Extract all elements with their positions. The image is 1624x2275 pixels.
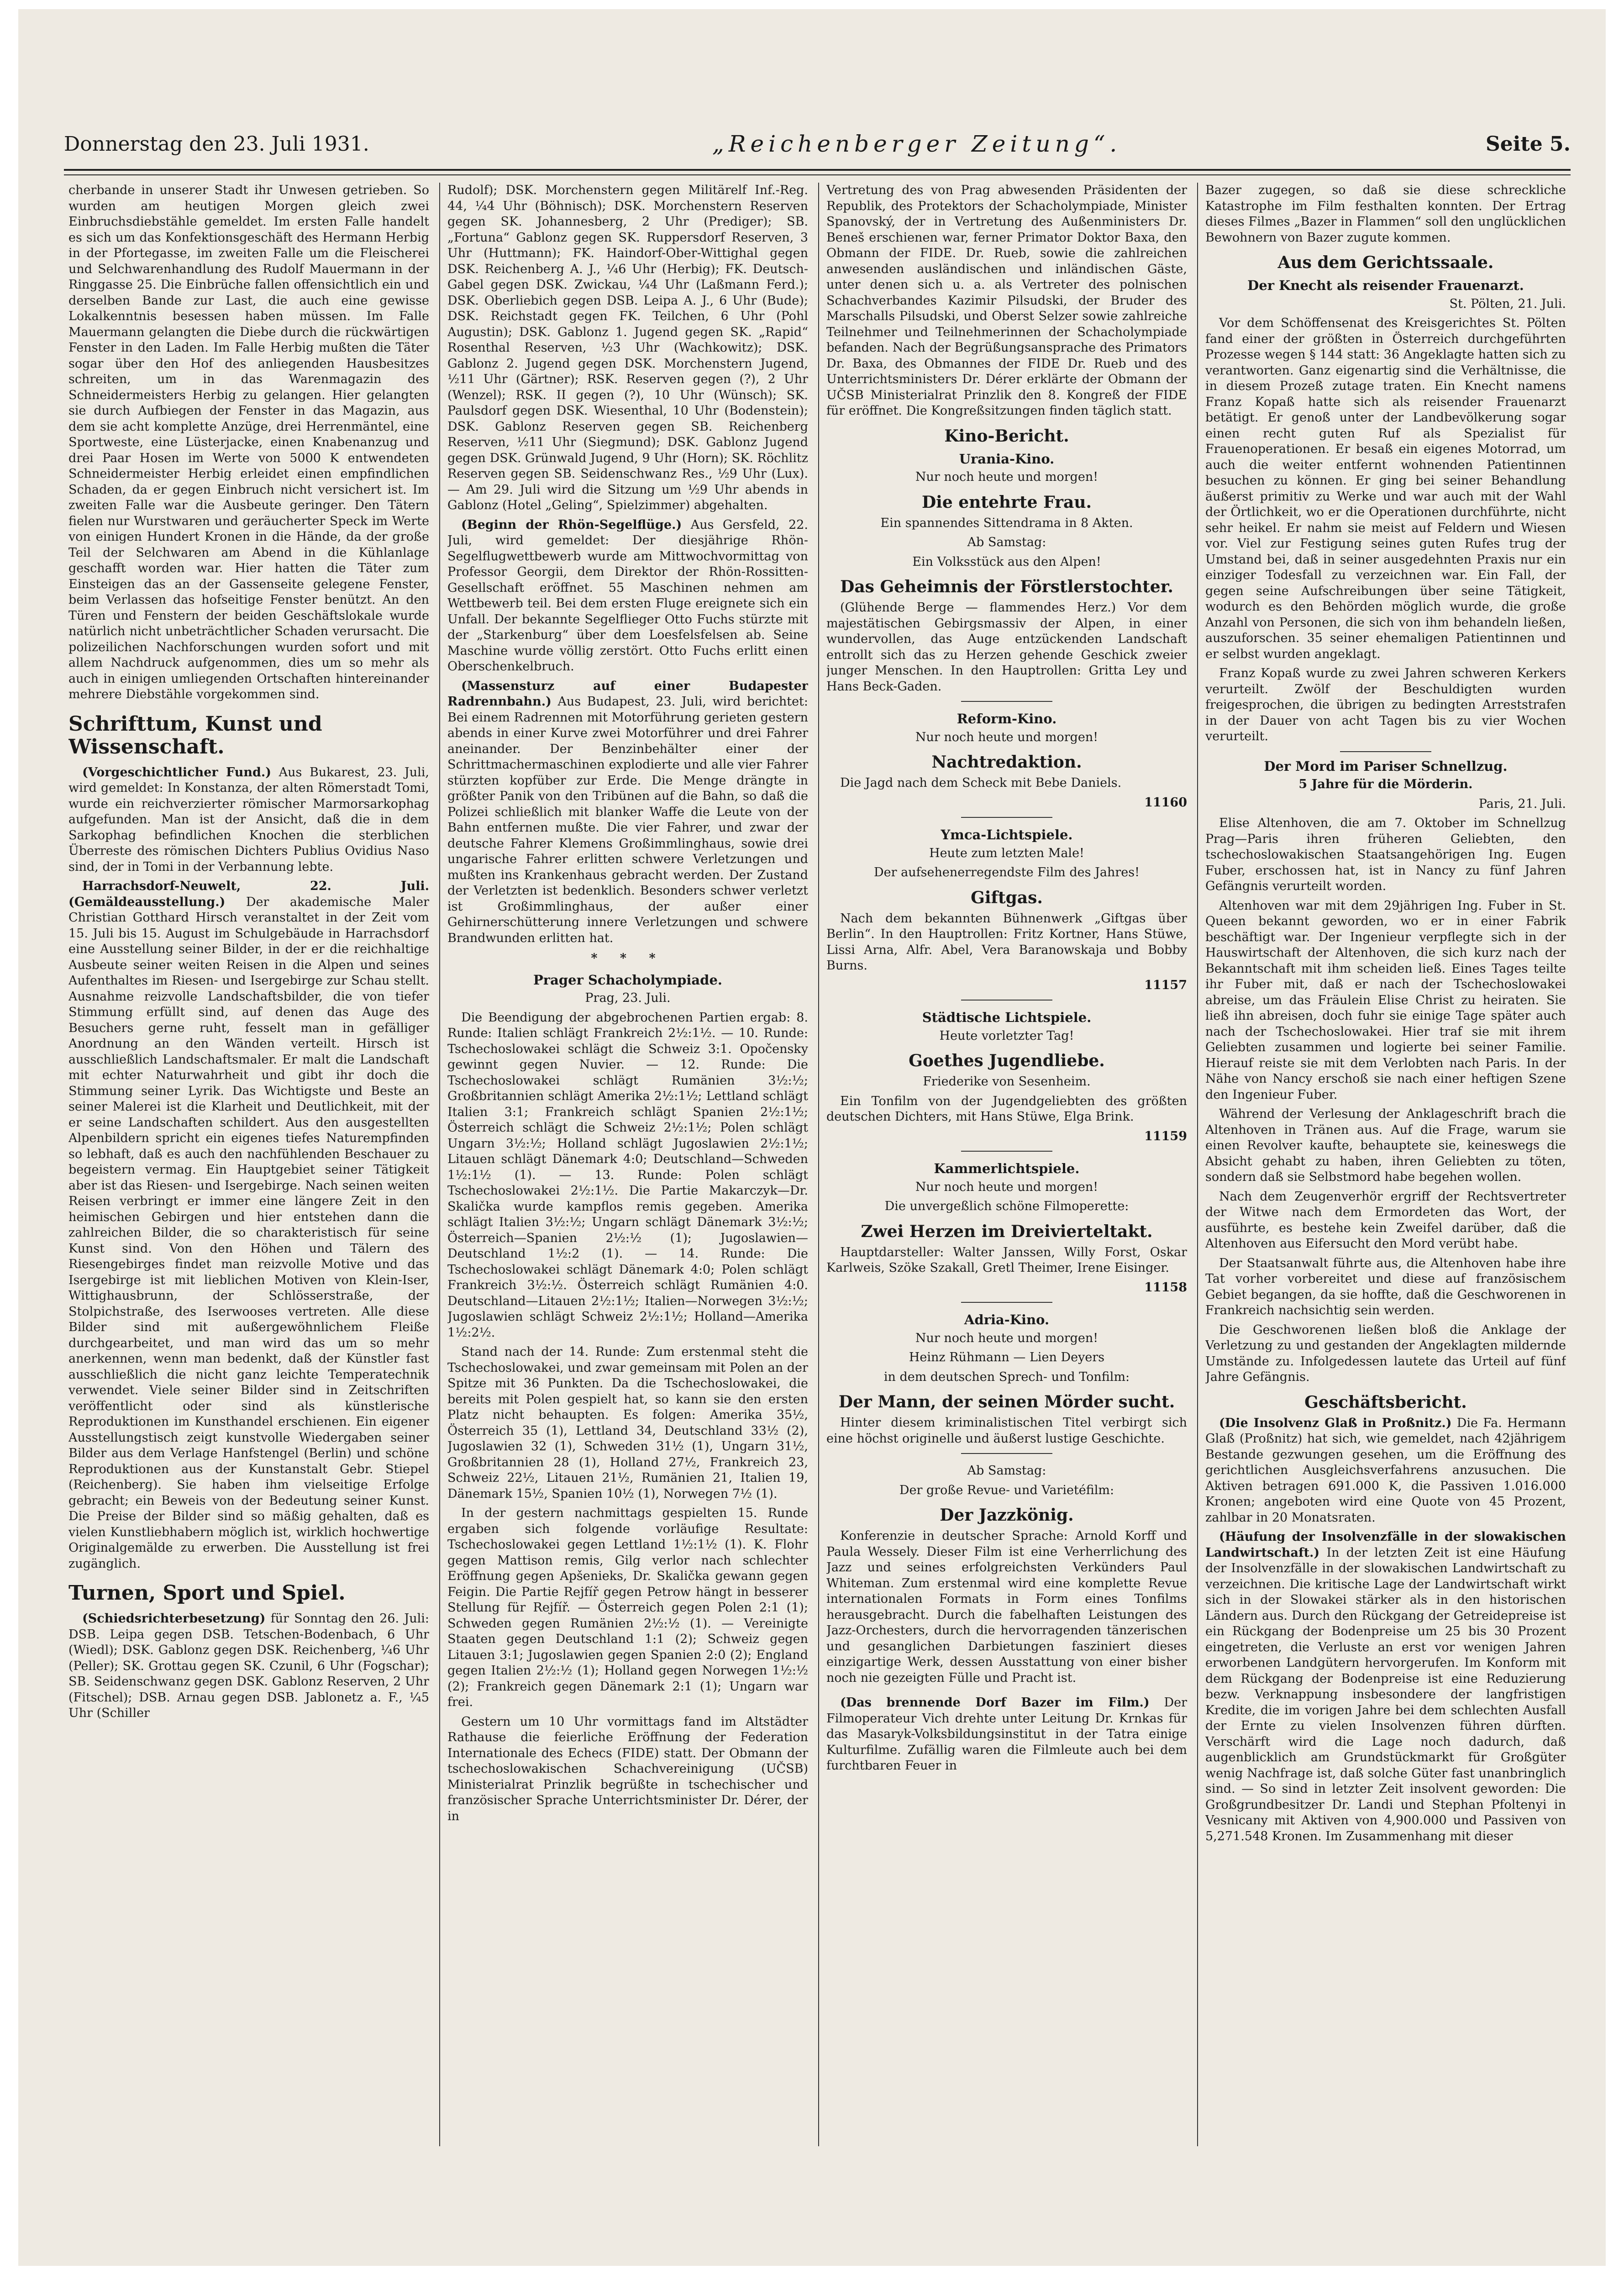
- separator: [961, 701, 1052, 702]
- article-exhibition: [68, 879, 429, 1572]
- chess-round-15: In der gestern nachmittags gespielten 15. Runde ergaben sich folgende vorläufige Resultate: Tschechoslowakei gegen Lettland 1½:1½ (1). K. Flohr gegen Mattison remis, Gilg verlor nach schlechter Eröffnung gegen Apšenieks, Dr. Skalička gewann gegen Feigin. Die Partie Rejfíř gegen Petrow hängt in besserer Stellung für Rejfíř. — Österreich gegen Polen 2:1 (1); Schweden gegen Rumänien 2½:½ (1). — Vereinigte Staaten gegen Deutschland 1:1 (2); Schweiz gegen Litauen 3:1; Jugoslawien gegen Spanien 2:0 (2); England gegen Italien 2½:½ (1); Holland gegen Norwegen 1½:½ (2); Frankreich gegen Dänemark 2:1 (1); Ungarn war frei.: [447, 1506, 808, 1709]
- article-body: Der akademische Maler Christian Gotthard Hirsch veranstaltet in der Zeit vom 15. Juli bis 15. August im Schulgebäude in Harrachsdorf eine Ausstellung seiner Bilder, in der er die reichhaltige Ausbeute seiner weiten Reisen in die Alpen und seines Aufenthaltes im Riesen- und Isergebirge zur Schau stellt. Ausnahme reizvolle Landschaftsbilder, die von tiefer Stimmung erfüllt sind, auf denen das Auge des Besuchers gerne ruht, fesselt man in gefälliger Anordnung an den Wänden verteilt. Hirsch ist ausschließlich Landschaftsmaler. Er malt die Landschaft mit echter Naturwahrheit und gibt ihr doch die Stimmung seiner Lyrik. Das Wichtigste und Beste an seiner Malerei ist die Klarheit und Deutlichkeit, mit der er seine Landschaften schildert. Aus den ausgestellten Alpenbildern spricht ein eigenes tiefes Naturempfinden so lebhaft, daß es auch den nachfühlenden Beschauer zu begeistern vermag. Ein Hauptgebiet seiner Tätigkeit aber ist das Riesen- und Isergebirge. Nach seinen weiten Reisen verbringt er immer eine längere Zeit in den heimischen Gebirgen und hier entstehen dann die zahlreichen Bilder, die so charakteristisch für seine Kunst sind. Von den Höhen und Tälern des Riesengebirges findet man reizvolle Motive und das Isergebirge ist mit lieblichen Motiven von Klein-Iser, Wittighausbrunn, der Schlösserstraße, der Stolpichstraße, des Iserwooses vertreten. Alle diese Bilder sind mit außergewöhnlichem Fleiße durchgearbeitet, und man wird das um so mehr anerkennen, wenn man bedenkt, daß der Künstler fast ausschließlich die nicht ganz leichte Temperatechnik verwendet. Viele seiner Bilder sind in Zeitschriften veröffentlicht oder sind als künstlerische Reproduktionen im Kunsthandel erschienen. Ein eigener Ausstellungstisch zeigt kunstvolle Wiedergaben seiner Bilder aus dem Verlage Hanfstengel (Berlin) und schöne Reproduktionen aus der Kunstanstalt Gebr. Stiepel (Reichenberg). Sie haben ihm vielseitige Erfolge gebracht; ein Beweis von der Bedeutung seiner Kunst. Die Preise der Bilder sind so mäßig gehalten, daß es vielen Kunstliebhabern möglich ist, wirklich hochwertige Originalgemälde zu erwerben. Die Ausstellung ist frei zugänglich.: [68, 895, 429, 1571]
- ad-line: Nur noch heute und morgen!: [915, 1180, 1098, 1194]
- cinema-name: Adria-Kino.: [964, 1312, 1050, 1327]
- page-number: Seite 5.: [1485, 132, 1571, 156]
- cinema-name: Ymca-Lichtspiele.: [941, 827, 1073, 843]
- article-body: Der Filmoperateur Vich drehte unter Leitung Dr. Krnkas für das Masaryk-Volksbildungsinstitut in der Tatra einige Kulturfilme. Zufällig waren die Filmleute auch bei dem furchtbaren Feuer in: [826, 1696, 1187, 1773]
- chess-results: Die Beendigung der abgebrochenen Partien ergab: 8. Runde: Italien schlägt Frankreich 2½:1½. — 10. Runde: Tschechoslowakei schlägt die Schweiz 3:1. Opočensky gewinnt gegen Nuvier. — 12. Runde: Die Tschechoslowakei schlägt Rumänien 3½:½; Großbritannien schlägt Amerika 2½:1½; Lettland schlägt Italien 3:1; Frankreich schlägt Spanien 2½:1½; Österreich schlägt die Schweiz 2½:1½; Polen schlägt Ungarn 3½:½; Holland schlägt Jugoslawien 2½:1½; Litauen schlägt Dänemark 4:0; Deutschland—Schweden 1½:1½ (1). — 13. Runde: Polen schlägt Tschechoslowakei 2½:1½. Die Partie Makarczyk—Dr. Skalička wurde kampflos remis gegeben. Amerika schlägt Italien 3½:½; Ungarn schlägt Dänemark 3½:½; Österreich—Spanien 2½:½ (1); Jugoslawien—Deutschland 1½:2 (1). — 14. Runde: Die Tschechoslowakei schlägt Dänemark 4:0; Polen schlägt Frankreich 3½:½. Österreich schlägt Rumänien 4:0. Deutschland—Litauen 2½:1½; Italien—Norwegen 3½:½; Jugoslawien schlägt Schweiz 2½:1½; Holland—Amerika 1½:2½.: [447, 1010, 808, 1340]
- article-body: Aus Gersfeld, 22. Juli, wird gemeldet: Der diesjährige Rhön-Segelflugwettbewerb wurde am Mittwochvormittag von Professor Georgii, dem Direktor der Rhön-Rossitten-Gesellschaft eröffnet. 55 Maschinen nehmen am Wettbewerb teil. Bei dem ersten Fluge ereignete sich ein Unfall. Der bekannte Segelflieger Otto Fuchs stürzte mit der „Starkenburg“ über dem Loesfelsfelsen ab. Seine Maschine wurde völlig zerstört. Otto Fuchs erlitt einen Oberschenkelbruch.: [447, 517, 808, 674]
- ad-number: 11160: [1144, 795, 1187, 810]
- article-lead: Harrachsdorf-Neuwelt, 22. Juli. (Gemäldeausstellung.): [68, 879, 429, 909]
- column-4: [1205, 183, 1566, 2183]
- column-1: [68, 183, 429, 2183]
- separator: [961, 1302, 1052, 1303]
- film-title: Zwei Herzen im Dreivierteltakt.: [861, 1222, 1153, 1241]
- ad-line: Heinz Rühmann — Lien Deyers: [909, 1350, 1105, 1364]
- ad-body: Hinter diesem kriminalistischen Titel verbirgt sich eine höchst originelle und äußerst lustige Geschichte.: [826, 1416, 1187, 1446]
- cinema-name: Reform-Kino.: [957, 711, 1057, 727]
- article-subheadline: 5 Jahre für die Mörderin.: [1298, 777, 1473, 791]
- article-body: Altenhoven war mit dem 29jährigen Ing. Fuber in St. Queen bekannt geworden, wo er in einer Fabrik beschäftigt war. Der Ingenieur verpflegte sich in der Hauswirtschaft der Altenhoven, die sich kurz nach der Bekanntschaft mit ihm scheiden ließ. Eines Tages teilte ihr Fuber mit, daß er nach der Tschechoslowakei abreise, um das Fräulein Elise Christ zu heiraten. Sie ließ ihn abreisen, doch fuhr sie einige Tage später auch nach der Tschechoslowakei. Hier traf sie mit ihrem Geliebten zusammen und logierte bei seiner Familie. Hierauf reiste sie mit dem Verlobten nach Paris. In der Nähe von Nancy erschoß sie nach einer heftigen Szene den Ingenieur Fuber.: [1205, 898, 1566, 1102]
- cinema-name: Städtische Lichtspiele.: [922, 1010, 1092, 1025]
- cinema-ad: [826, 1312, 1187, 1454]
- ad-body: Ein Tonfilm von der Jugendgeliebten des größten deutschen Dichters, mit Hans Stüwe, Elga Brink.: [826, 1094, 1187, 1124]
- film-title: Goethes Jugendliebe.: [909, 1051, 1105, 1070]
- article-burning-village: [826, 1695, 1187, 1774]
- section-heading-business: Geschäftsbericht.: [1304, 1392, 1467, 1412]
- separator: [961, 1000, 1052, 1001]
- section-heading-court: Aus dem Gerichtssaale.: [1277, 253, 1494, 272]
- ad-line: Ab Samstag:: [967, 1464, 1046, 1478]
- ad-line: Heute zum letzten Male!: [929, 846, 1084, 860]
- chess-opening-cont: Vertretung des von Prag abwesenden Präsidenten der Republik, des Protektors der Schacholympiade, Minister Spanovský, der in Vertretung des Außenministers Dr. Beneš erschienen war, ferner Primator Doktor Baxa, den Obmann der FIDE. Dr. Rueb, sowie die zahlreichen anwesenden ausländischen und inländischen Gäste, unter denen sich u. a. als Vertreter des polnischen Schachverbandes Kazimir Pilsudski, der Bruder des Marschalls Pilsudski, und Oberst Selzer sowie zahlreiche Teilnehmer und Teilnehmerinnen der Schacholympiade befanden. Nach der Begrüßungsansprache des Primators Dr. Baxa, des Obmannes der FIDE Dr. Rueb und des Unterrichtsministers Dr. Dérer erklärte der Obmann der UČSB Ministerialrat Prinzlik den 8. Kongreß der FIDE für eröffnet. Die Kongreßsitzungen finden täglich statt.: [826, 183, 1187, 418]
- ad-number: 11159: [1144, 1129, 1187, 1143]
- article-cycling-crash: [447, 679, 808, 947]
- dateline: Paris, 21. Juli.: [1478, 796, 1566, 811]
- ad-body: Konferenzie in deutscher Sprache: Arnold Korff und Paula Wessely. Dieser Film ist eine Verherrlichung des Jazz und seines erfolgreichsten Verkünders Paul Whiteman. Zum erstenmal wird eine komplette Revue internationalen Formats in Form eines Tonfilms herausgebracht. Durch die fabelhaften Leistungen des Jazz-Orchesters, durch die hervorragenden tänzerischen und gesanglichen Darbietungen fasziniert dieses einzigartige Werk, dessen Ausstattung von einer bisher noch nie gezeigten Fülle und Pracht ist.: [826, 1529, 1187, 1685]
- article-body: Vor dem Schöffensenat des Kreisgerichtes St. Pölten fand einer der größten in Österreich durchgeführten Prozesse wegen § 144 statt: 36 Angeklagte hatten sich zu verantworten. Ganz eigenartig sind die Verhältnisse, die in diesem Prozeß zutage traten. Ein Knecht namens Franz Kopaß hatte sich als reisender Frauenarzt betätigt. Er genoß unter der Landbevölkerung sogar einen recht guten Ruf als Spezialist für Frauenoperationen. Er besaß ein eigenes Motorrad, um auch die weiter entfernt wohnenden Patientinnen besuchen zu können. Er ging bei seiner Behandlung äußerst primitiv zu Werke und war auch mit der Wahl der Örtlichkeit, wo er die Operationen durchführte, nicht sehr heikel. Er nahm sie meist auf Feldern und Wiesen vor. Viel zur Festigung seines guten Rufes trug der Umstand bei, daß in seiner ausgedehnten Praxis nur ein einziger Todesfall zu verzeichnen war. Ein Fall, der gegen seine Aufschreibungen über seine Tätigkeit, wodurch es den Behörden möglich wurde, die große Anzahl von Personen, die sich von ihm behandeln ließen, auszuforschen. 35 seiner ehemaligen Patientinnen und er selbst wurden angeklagt.: [1205, 316, 1566, 661]
- section-separator: * * *: [591, 951, 665, 965]
- ad-line: Ein Volksstück aus den Alpen!: [912, 554, 1101, 569]
- cinema-name: Kammerlichtspiele.: [934, 1161, 1080, 1176]
- separator: [961, 1151, 1052, 1152]
- article-sarcophagus: [68, 765, 429, 875]
- article-body: Der Staatsanwalt führte aus, die Altenhoven habe ihre Tat vorher vorbereitet und diese auf französischem Gebiet begangen, da sie hoffte, daß die Geschworenen in Frankreich nachsichtig sein werden.: [1205, 1256, 1566, 1317]
- page-header: [64, 128, 1571, 164]
- separator: [1340, 751, 1431, 752]
- newspaper-page: [18, 9, 1606, 2266]
- film-title: Giftgas.: [971, 888, 1043, 907]
- ad-line: in dem deutschen Sprech- und Tonfilm:: [883, 1369, 1130, 1384]
- article-body: Aus Bukarest, 23. Juli, wird gemeldet: In Konstanza, der alten Römerstadt Tomi, wurde ein reichverzierter römischer Marmorsarkophag aufgefunden. Man ist der Ansicht, daß die in dem Sarkophag befindlichen Knochen die sterblichen Überreste des römischen Dichters Publius Ovidius Naso sind, der in Tomi in der Verbannung lebte.: [68, 765, 429, 874]
- section-heading-chess: Prager Schacholympiade.: [533, 972, 722, 988]
- article-body: Aus Budapest, 23. Juli, wird berichtet: Bei einem Radrennen mit Motorführung gerieten gestern abends in einer Kurve zwei Motorführer und drei Fahrer aneinander. Der Benzinbehälter einer der Schrittmachermaschinen explodierte und alle vier Fahrer stürzten kopfüber zur Erde. Die Menge drängte in größter Panik von den Tribünen auf die Bahn, so daß die Polizei schließlich mit blanker Waffe die Leute von der Bahn entfernen mußte. Die vier Fahrer, und zwar der deutsche Fahrer Klemens Großimmlinghaus, sowie drei ungarische Fahrer erlitten schwere Verletzungen und mußten ins Krankenhaus gebracht werden. Der Zustand der Verletzten ist bedenklich. Besonders schwer verletzt ist Großimmlinghaus, der außer einer Gehirnerschütterung innere Verletzungen und schwere Brandwunden erlitten hat.: [447, 695, 808, 945]
- article-body: Die Fa. Hermann Glaß (Proßnitz) hat sich, wie gemeldet, nach 42jährigem Bestande gezwungen gesehen, um die Eröffnung des gerichtlichen Ausgleichsverfahrens anzusuchen. Die Aktiven betragen 691.000 K, die Passiven 1.016.000 Kronen; angeboten wird eine Quote von 45 Prozent, zahlbar in 20 Monatsraten.: [1205, 1416, 1566, 1525]
- article-referees: [68, 1611, 429, 1722]
- film-title: Das Geheimnis der Förstlerstochter.: [840, 577, 1173, 596]
- article-insolvency-glass: [1205, 1416, 1566, 1526]
- dateline: Prag, 23. Juli.: [585, 991, 671, 1005]
- article-lead: (Vorgeschichtlicher Fund.): [82, 765, 272, 779]
- header-date: Donnerstag den 23. Juli 1931.: [64, 132, 369, 156]
- cinema-name: Urania-Kino.: [959, 451, 1055, 467]
- ad-number: 11158: [1144, 1280, 1187, 1295]
- article-body: Die Geschworenen ließen bloß die Anklage der Verletzung zu und gestanden der Angeklagten mildernde Umstände zu. Infolgedessen lautete das Urteil auf fünf Jahre Gefängnis.: [1205, 1322, 1566, 1384]
- film-title: Nachtredaktion.: [931, 753, 1082, 772]
- header-rule: [64, 169, 1571, 175]
- column-divider: [818, 183, 819, 2146]
- article-referees-cont: Rudolf); DSK. Morchenstern gegen Militärelf Inf.-Reg. 44, ¼4 Uhr (Böhnisch); DSK. Morchenstern Reserven gegen SK. Johannesberg, 2 Uhr (Prediger); SB. „Fortuna“ Gablonz gegen SK. Ruppersdorf Reserven, 3 Uhr (Huttmann); FK. Haindorf-Ober-Wittighal gegen DSK. Reichenberg A. J., ¼6 Uhr (Herbig); FK. Deutsch-Gabel gegen DSK. Zwickau, ¼4 Uhr (Laßmann Ferd.); DSK. Oberliebich gegen DSB. Leipa A. J., 6 Uhr (Bude); DSK. Reichstadt gegen FK. Teilchen, 6 Uhr (Pohl Augustin); DSK. Gablonz 1. Jugend gegen SK. „Rapid“ Rosenthal Reserven, ½3 Uhr (Wachkowitz); DSK. Gablonz 2. Jugend gegen DSK. Morchenstern Jugend, ½11 Uhr (Gärtner); RSK. Reserven gegen (?), 2 Uhr (Wenzel); RSK. II gegen (?), 10 Uhr (Wünsch); SK. Paulsdorf gegen DSK. Wiesenthal, 10 Uhr (Bodenstein); DSK. Gablonz Reserven gegen SB. Reichenberg Reserven, ½11 Uhr (Siegmund); DSK. Gablonz Jugend gegen DSK. Grünwald Jugend, 9 Uhr (Horn); SK. Röchlitz Reserven gegen SB. Seidenschwanz Res., ½9 Uhr (Lux). — Am 29. Juli wird die Sitzung um ½9 Uhr abends in Gablonz (Hotel „Geling“, Spielzimmer) abgehalten.: [447, 183, 808, 512]
- chess-opening: Gestern um 10 Uhr vormittags fand im Altstädter Rathause die feierliche Eröffnung der Federation Internationale des Echecs (FIDE) statt. Der Obmann der tschechoslowakischen Schachvereinigung (UČSB) Ministerialrat Prinzlik begrüßte in tschechischer und französischer Sprache Unterrichtsminister Dr. Dérer, der in: [447, 1714, 808, 1823]
- cinema-ad: [826, 1010, 1187, 1152]
- ad-line: Der große Revue- und Varietéfilm:: [899, 1483, 1114, 1497]
- dateline: St. Pölten, 21. Juli.: [1449, 296, 1566, 311]
- section-heading-sport: Turnen, Sport und Spiel.: [68, 1581, 346, 1605]
- film-title: Die entehrte Frau.: [921, 492, 1092, 512]
- film-title: Der Mann, der seinen Mörder sucht.: [838, 1392, 1175, 1411]
- article-body: Elise Altenhoven, die am 7. Oktober im Schnellzug Prag—Paris ihren früheren Geliebten, den tschechoslowakischen Staatsangehörigen Ing. Eugen Fuber, erschossen hat, ist in Nancy zu fünf Jahren Gefängnis verurteilt worden.: [1205, 816, 1566, 893]
- article-body: Franz Kopaß wurde zu zwei Jahren schweren Kerkers verurteilt. Zwölf der Beschuldigten wurden freigesprochen, die übrigen zu bedingten Arreststrafen in der Dauer von acht Tagen bis zu vier Wochen verurteilt.: [1205, 666, 1566, 743]
- separator: [961, 1453, 1052, 1454]
- article-lead: (Schiedsrichterbesetzung): [82, 1611, 266, 1626]
- article-body: Während der Verlesung der Anklageschrift brach die Altenhoven in Tränen aus. Auf die Frage, warum sie einen Revolver kaufte, behauptete sie, keineswegs die Absicht gehabt zu haben, ihren Geliebten zu töten, sondern daß sie Selbstmord habe begehen wollen.: [1205, 1107, 1566, 1184]
- cinema-listings: [826, 451, 1187, 1454]
- cinema-ad: [826, 1161, 1187, 1303]
- newspaper-title: „Reichenberger Zeitung“.: [712, 131, 1122, 157]
- ad-body: (Glühende Berge — flammendes Herz.) Vor dem majestätischen Gebirgsmassiv der Alpen, in einer wundervollen, das Auge entzückenden Landschaft entrollt sich das zu Herzen gehende Geschick zweier junger Menschen. In den Hauptrollen: Gritta Ley und Hans Beck-Gaden.: [826, 600, 1187, 694]
- section-heading-cinema: Kino-Bericht.: [944, 426, 1069, 446]
- cinema-ad-adria-saturday: [826, 1463, 1187, 1686]
- article-lead: (Massensturz auf einer Budapester Radrennbahn.): [447, 679, 808, 709]
- cinema-ad: [826, 451, 1187, 702]
- article-gliding: [447, 517, 808, 675]
- article-burglary: cherbande in unserer Stadt ihr Unwesen getrieben. So wurden am heutigen Morgen gleich zwei Einbruchsdiebstähle gemeldet. Im ersten Falle handelt es sich um das Konfektionsgeschäft des Hermann Herbig in der Pfortegasse, im zweiten Falle um die Fleischerei und Selchwarenhandlung des Rudolf Mauermann in der Ringgasse 25. Die Einbrüche fallen offensichtlich ein und derselben Bande zur Last, die auch eine gewisse Lokalkenntnis besessen haben müssen. Im Falle Mauermann gelangten die Diebe durch die rückwärtigen Fenster in den Laden. Im Falle Herbig mußten die Täter sogar über den Hof des anliegenden Hausbesitzes schreiten, um in das Warenmagazin des Schneidermeisters Herbig zu gelangen. Hier gelangten sie durch Aufbiegen der Fenster in das Magazin, aus dem sie acht komplette Anzüge, drei Herrenmäntel, eine Sportweste, eine Lüsterjacke, einen Knabenanzug und drei Paar Hosen im Werte von 5000 K entwendeten Schneidermeister Herbig erleidet einen empfindlichen Schaden, da er gegen Einbruch nicht versichert ist. Im zweiten Falle war die Ausbeute geringer. Den Tätern fielen nur Wurstwaren und geräucherter Speck im Werte von einigen Hundert Kronen in die Hände, da der große Teil der Selchwaren am Abend in die Kühlanlage geschafft worden war. Hier hatten die Täter zum Einsteigen das an der Gassenseite gelegene Fenster, beim Verlassen das hofseitige Fenster benützt. An den Türen und Fenstern der beiden Geschäftslokale wurde natürlich nicht unbeträchtlicher Schaden verursacht. Die polizeilichen Nachforschungen wurden sofort und mit allem Nachdruck aufgenommen, dies um so mehr als auch in einigen umliegenden Ortschaften hintereinander mehrere Diebstähle vorgekommen sind.: [68, 183, 429, 701]
- article-body: für Sonntag den 26. Juli: DSB. Leipa gegen DSB. Tetschen-Bodenbach, 6 Uhr (Wiedl); DSK. Gablonz gegen DSK. Reichenberg, ¼6 Uhr (Peller); SK. Grottau gegen SK. Czunil, 6 Uhr (Fogschar); SB. Seidenschwanz gegen DSK. Gablonz Reserven, 2 Uhr (Fitschel); DSB. Arnau gegen DSB. Jablonetz a. F., ¼5 Uhr (Schiller: [68, 1611, 429, 1720]
- article-headline: Der Mord im Pariser Schnellzug.: [1264, 758, 1508, 774]
- ad-number: 11157: [1144, 978, 1187, 992]
- ad-line: Heute vorletzter Tag!: [939, 1028, 1074, 1043]
- film-title: Der Jazzkönig.: [940, 1506, 1074, 1525]
- article-body: In der letzten Zeit ist eine Häufung der Insolvenzfälle in der slowakischen Landwirtschaft zu verzeichnen. Die kritische Lage der Landwirtschaft wirkt sich in der Slowakei stärker als in den historischen Ländern aus. Durch den Rückgang der Getreidepreise ist ein Rückgang der Bodenpreise um 25 bis 30 Prozent eingetreten, die Verluste an erst vor wenigen Jahren erworbenen Landgütern hervorgerufen. Im Konform mit dem Rückgang der Bodenpreise ist eine Reduzierung bezw. Verknappung insbesondere der langfristigen Kredite, die im vorigen Jahre bei dem schlechten Ausfall der Ernte zu vielen Insolvenzen führen dürften. Verschärft wird die Lage noch dadurch, daß augenblicklich am Grundstückmarkt für Großgüter wenig Nachfrage ist, daß solche Güter fast unanbringlich sind. — So sind in letzter Zeit insolvent geworden: Die Großgrundbesitzer Dr. Landi und Stephan Pfoltenyi in Vesnicany mit Aktiven von 4,900.000 und Passiven von 5,271.548 Kronen. Im Zusammenhang mit dieser: [1205, 1545, 1566, 1843]
- ad-body: Die Jagd nach dem Scheck mit Bebe Daniels.: [840, 776, 1122, 790]
- cinema-ad: [826, 711, 1187, 818]
- article-insolvency-slovakia: [1205, 1529, 1566, 1844]
- article-lead: (Die Insolvenz Glaß in Proßnitz.): [1219, 1416, 1452, 1430]
- ad-line: Die unvergeßlich schöne Filmoperette:: [884, 1199, 1129, 1213]
- column-3: [826, 183, 1187, 2183]
- ad-line: Der aufsehenerregendste Film des Jahres!: [874, 865, 1140, 879]
- column-divider: [1197, 183, 1198, 2146]
- ad-line: Ab Samstag:: [967, 535, 1046, 549]
- film-subtitle: Ein spannendes Sittendrama in 8 Akten.: [880, 516, 1133, 530]
- ad-line: Nur noch heute und morgen!: [915, 730, 1098, 744]
- article-burning-village-cont: Bazer zugegen, so daß sie diese schreckliche Katastrophe im Film festhalten konnten. Der Ertrag dieses Filmes „Bazer in Flammen“ soll den unglücklichen Bewohnern von Bazer zugute kommen.: [1205, 183, 1566, 245]
- film-subtitle: Friederike von Sesenheim.: [923, 1074, 1091, 1089]
- ad-line: Nur noch heute und morgen!: [915, 1331, 1098, 1345]
- cinema-ad: [826, 827, 1187, 1001]
- ad-line: Nur noch heute und morgen!: [915, 470, 1098, 484]
- article-lead: (Das brennende Dorf Bazer im Film.): [840, 1696, 1150, 1710]
- article-body: Nach dem Zeugenverhör ergriff der Rechtsvertreter der Witwe nach dem Ermordeten das Wort, der ausführte, es bestehe kein Zweifel darüber, daß die Altenhoven aus Eifersucht den Mord verübt habe.: [1205, 1189, 1566, 1251]
- column-2: [447, 183, 808, 2183]
- section-heading-culture: Schrifttum, Kunst und Wissenschaft.: [68, 712, 322, 758]
- column-divider: [439, 183, 440, 2146]
- article-headline: Der Knecht als reisender Frauenarzt.: [1247, 278, 1524, 293]
- ad-body: Hauptdarsteller: Walter Janssen, Willy Forst, Oskar Karlweis, Szöke Szakall, Gretl Theimer, Irene Eisinger.: [826, 1245, 1187, 1275]
- article-lead: (Häufung der Insolvenzfälle in der slowakischen Landwirtschaft.): [1205, 1530, 1566, 1560]
- article-lead: (Beginn der Rhön-Segelflüge.): [461, 517, 682, 532]
- separator: [961, 817, 1052, 818]
- ad-body: Nach dem bekannten Bühnenwerk „Giftgas über Berlin“. In den Hauptrollen: Fritz Kortner, Hans Stüwe, Lissi Arna, Alfr. Abel, Vera Baranowskaja und Bobby Burns.: [826, 911, 1187, 973]
- chess-standings: Stand nach der 14. Runde: Zum erstenmal steht die Tschechoslowakei, und zwar gemeinsam mit Polen an der Spitze mit 36 Punkten. Da die Tschechoslowakei, die bereits mit Polen gespielt hat, so kann sie den ersten Platz nicht behaupten. Es folgen: Amerika 35½, Österreich 35 (1), Lettland 34, Deutschland 33½ (2), Jugoslawien 32 (1), Schweden 31½ (1), Ungarn 31½, Großbritannien 28 (1), Holland 27½, Frankreich 23, Schweiz 22½, Litauen 21½, Rumänien 21, Italien 19, Dänemark 15½, Spanien 10½ (1), Norwegen 7½ (1).: [447, 1345, 808, 1501]
